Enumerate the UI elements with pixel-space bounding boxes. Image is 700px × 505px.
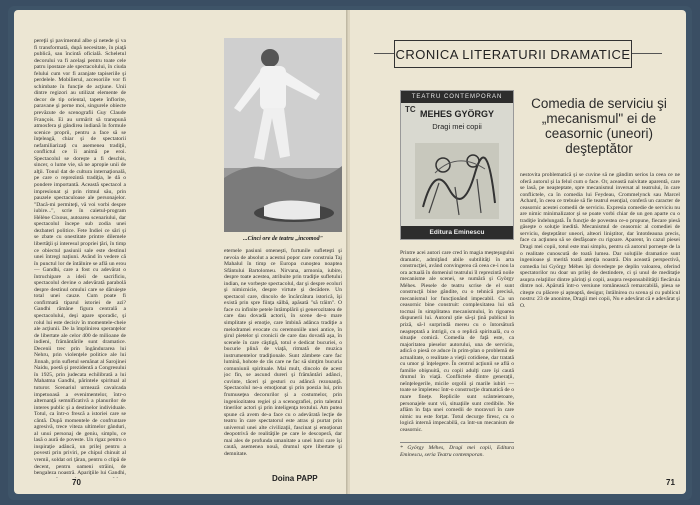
section-banner: CRONICA LITERATURII DRAMATICE xyxy=(394,40,632,68)
cover-title: Dragi mei copii xyxy=(432,122,482,131)
left-page-number: 70 xyxy=(72,478,81,487)
author-signature: Doina PAPP xyxy=(272,474,318,483)
cover-series-mark: TC xyxy=(405,105,416,114)
footnote-text: * György Méhes, Dragi mei copii, Editura Eminescu, seria Teatru contemporan. xyxy=(400,445,514,458)
article-heading: Comedia de serviciu şi „mecanismul" ei de ceasornic (uneori) deşteptător xyxy=(531,96,667,156)
left-article-column-2 xyxy=(224,248,342,470)
left-column-2-text: eternele pasiuni omeneşti, furtunile sufleteşti şi nevoia de absolut a acestui popor care construia Taj Mahalul în timp ce Europa cunoştea noaptea Sfântului Bartolomeu. Nirvana, armonia, iubire, despre toate acestea, atribuite prin tradiţie sufletului indian, ne vorbeşte spectacolul, dar şi despre ecoluri şi nimicnicie, despre virtute şi decădere. Un spectacol care, dincolo de încărcătura istorică, îşi există prin spre fiinţa sălbă, apăsată "să trăim". O face cu infinite petele întâmplării şi generozitatea de care dau dovadă actorii, în scene de-o mare simplitate şi emoţie, care îmbină adânca tradiţie a melodramei evocate cu ceremoniile unei antice, în şirul pietelor şi cronicii de care dau dovadă aşa, în scenele în care câştigă, totul e dedicat bucuriei, o bucurie plină de viaţă, ritmată de muzica instrumentelor tradiţionale. Sunt zâmbete care fac lumină, hohote de râs care ne fac să simţim bucuria comuniunii spirituale. Mai mult, dincolo de acest joc fin, se ascund dureri şi frământări adânci, cuvinte, tăceri şi gesturi cu adâncă rezonanţă. Spectacolul ne-a emoţionat şi prin poezia lui, prin frumuseţea decorurilor şi a costumelor, prin ingeniozitatea regiei şi a scenografiei, prin talentul tinerilor actori şi prin inteligenţa textului. Am putea spune că avem de-a face cu o adevărată lecţie de teatru în care spectatorul este atras şi purtat prin universul unei alte civilizaţii, fascinat şi emoţionat deopotrivă de realităţile pe care le descoperă, dar mai ales de profunda umanitate a unei lumi care îşi caută, asemenea nouă, drumul spre libertate şi demnitate. xyxy=(224,248,342,457)
left-article-column-1b xyxy=(130,38,220,478)
right-page-number: 71 xyxy=(666,478,675,487)
right-column-2-text: nestovita problematică şi se cuvine să ne gândim serios la ceea ce ne oferă autorul şi la felul cum o face. Or, această naivitate aparentă, care se lasă, pe neaşteptate, spre mecanismul inversat al teatrului, în care conflictele, ca în comedia lui Feydeau, Crommelynck sau Marcel Achard, în ceea ce trebuie să fie teatrul esenţial, conferă un caracter de ceasornic acestei comedii de serviciu. Expresia comedie de serviciu nu are nimic minimalizator şi se poate vorbi chiar de un gen aparte cu o tradiţie îndelungată. În funcţie de povestea ce-o propune, fiecare piesă găseşte o soluţie inedită. Mecanismul de ceasornic al comediei de serviciu, deşteptător uneori, alteori liniştitor, dar întotdeauna precis, face ca acţiunea să se desfăşoare cu rigoare. Aparent, în cazul piesei Dragi mei copii, totul este mai simplu, pentru că autorul porneşte de la o realitate cunoscută de toată lumea. Dar soluţiile dramatice sunt ingenioase şi merită toată atenţia noastră. Din această perspectivă, comedia lui György Méhes îşi dovedeşte pe deplin valoarea, oferind spectatorilor nu doar un prilej de destindere, ci şi unul de meditaţie asupra relaţiilor dintre părinţi şi copii, asupra responsabilităţii fiecăruia dintre noi. Apărută într-o versiune românească remarcabilă, piesa se citeşte cu plăcere şi aşteaptă, desigur, întâlnirea cu scena şi cu publicul nostru: 23 de anonime, Dragii mei copii, Nu e adevărat că e adevărat şi O. xyxy=(520,172,680,309)
footnote xyxy=(400,442,514,479)
photo-caption: ...Cinci ore de teatru „incomod" xyxy=(243,236,323,242)
cover-series: TEATRU CONTEMPORAN xyxy=(401,91,513,103)
theatre-photo xyxy=(224,38,342,232)
cover-drawing xyxy=(415,143,499,219)
right-article-column-2 xyxy=(520,172,680,472)
right-article-column-1 xyxy=(400,250,514,442)
right-page xyxy=(350,10,686,494)
left-article-column-1 xyxy=(34,38,126,478)
left-column-1-text: pereţii şi pavimentul albe şi netede şi va fi transformată, după necesitate, în piaţă publică, sau încintă oficială. Scheletul decorului va fi acelaşi pentru toate cele patru ipostaze ale spectacolului, în ciuda felului cum vor fi aranjate tapiseriile şi perdelele. Mobilierul, accesoriile vor fi schimbate în funcţie de acţiune. Unii dintre regizori au utilizat elemente de decor de tip oriental, tapete înflorite, paravane şi perne moi, singurele obiecte prevăzute de scenografii Guy Claude François. Ei au urmărit să transpună atmosfera şi gândirea indiană în formule scenice proprii, pentru a face să se înţeleagă, chiar şi de spectatorii nefamiliarizaţi cu asemenea tradiţii, conflictul ce îi animă pe eroi. Spectacolul se doreşte a fi deschis, sincer, o lume vie, să ne apropie unii de alţii. Tonul dat de cultura internaţională, pe care o reprezintă tradiţia, le dă o pondere importantă. Această spectacol a impresionat şi prin ritmul său, prin pauzele spectaculoase ale personajelor. "Dacă-mi permiteţi, vă voi vorbi despre iubire...", scrie în caietul-program Hélène Cixous, autoarea scenariului, dar spectacolul începe sub zodia unei dezbateri politice. Fete Indiei ce sări și se zbate cu onestitate printre dilemele libertăţii şi interesul propriei ţări, în timp ce obiectul pasiunii sale este destinul unei întregi naţiuni. Având în vedere că în punctul lor de întâlnire se află un erou — Gandhi, care a fost cu adevărat o întruchipare a ideii de sacrificiu, spectacolul devine o adevărată parabolă despre destinul omului care se dăruieşte total unei cauze. Cum poate fi confirmată tiparul istoriei de azi? Gandhi rămâne figura centrală a spectacolului, deşi apare sporadic, şi rolul lui este decisiv în momentele-cheie ale acţiunii. De la împlinirea speranţelor de libertate ale celor 400 de milioane de indieni, frământările sunt dramatice. Decenii trec prin îngândurarea lui Nehru, prin violenţele politice ale lui Jinnah, prin sufletul semănat al Sarojinei Naidu, poetă şi prezidentă a Congresului în 1925, prin judecata echilibrată a lui Mahatma Gandhi, părintele spiritual al tuturor. Scenariul urmează cavalcada impetuoasă a evenimentelor, într-o alternanţă semnificativă a planurilor de interes public şi a destinelor individuale. Totul, ca într-o frescă a istoriei care se cântă. După momentele de confruntare agresivă, trece viteza ultimelor gânduri, al unui personaj de geniu, simplu, ce lasă o aură de poveste. Un rigaz pentru o inspiraţie adâncă, un prilej pentru a povesti prin priviri, pe chipul chinuit al vremii, soldat ori ţăran, pentru o clipă de decent, pentru oameni străini, de bengaleza noastră. Apariţiile lui Gandhi, xyxy=(34,38,126,477)
magazine-spread xyxy=(8,6,692,500)
book-cover xyxy=(400,90,514,240)
theatre-photo-illustration xyxy=(224,38,342,232)
cover-publisher: Editura Eminescu xyxy=(401,226,513,239)
cover-author: MEHES GYÖRGY xyxy=(419,109,494,119)
left-page xyxy=(14,10,348,494)
right-column-1-text: Printre acei autori care cred în magia meşteşugului dramatic, admiţând abile subtilităţi în arta construcţiei, având convingerea că ceea ce-i nou la ora actuală în domeniul teatrului îl reprezintă noile mecanisme ale scenei, se numără şi György Méhes. Piesele de teatru scrise de el sunt construcţii bine gândite, cu o tehnică precisă, mecanismul lor funcţionând impecabil. Ca un ceasornic bine construit: complexitatea lui stă tocmai în simplitatea mecanismului, în rigoarea dispunerii lui. Autorul ştie să-şi ţină publicul în priză, să-l surprindă mereu cu o întorsătură neaşteptată a intrigii, cu o replică spirituală, cu o situaţie comică. Comedia de faţă este, ca majoritatea pieselor autorului, una de serviciu, adică o piesă ce aduce în prim-plan o problemă de actualitate, o realitate a vieţii cotidiene, dar tratată cu umor şi înţelegere. În centrul acţiunii se află o familie obişnuită, cu copii adulţi care îşi caută drumul în viaţă. Conflictele dintre generaţii, neînţelegerile, micile orgolii şi marile iubiri — toate se împletesc într-o construcţie dramatică de o mare fineţe. Replicile sunt scânteietoare, personajele sunt vii, situaţiile sunt credibile. Ne aflăm în faţa unei comedii de moravuri în care nimic nu este forţat. Totul decurge firesc, cu o logică internă impecabilă, ca într-un mecanism de ceasornic. xyxy=(400,250,514,433)
